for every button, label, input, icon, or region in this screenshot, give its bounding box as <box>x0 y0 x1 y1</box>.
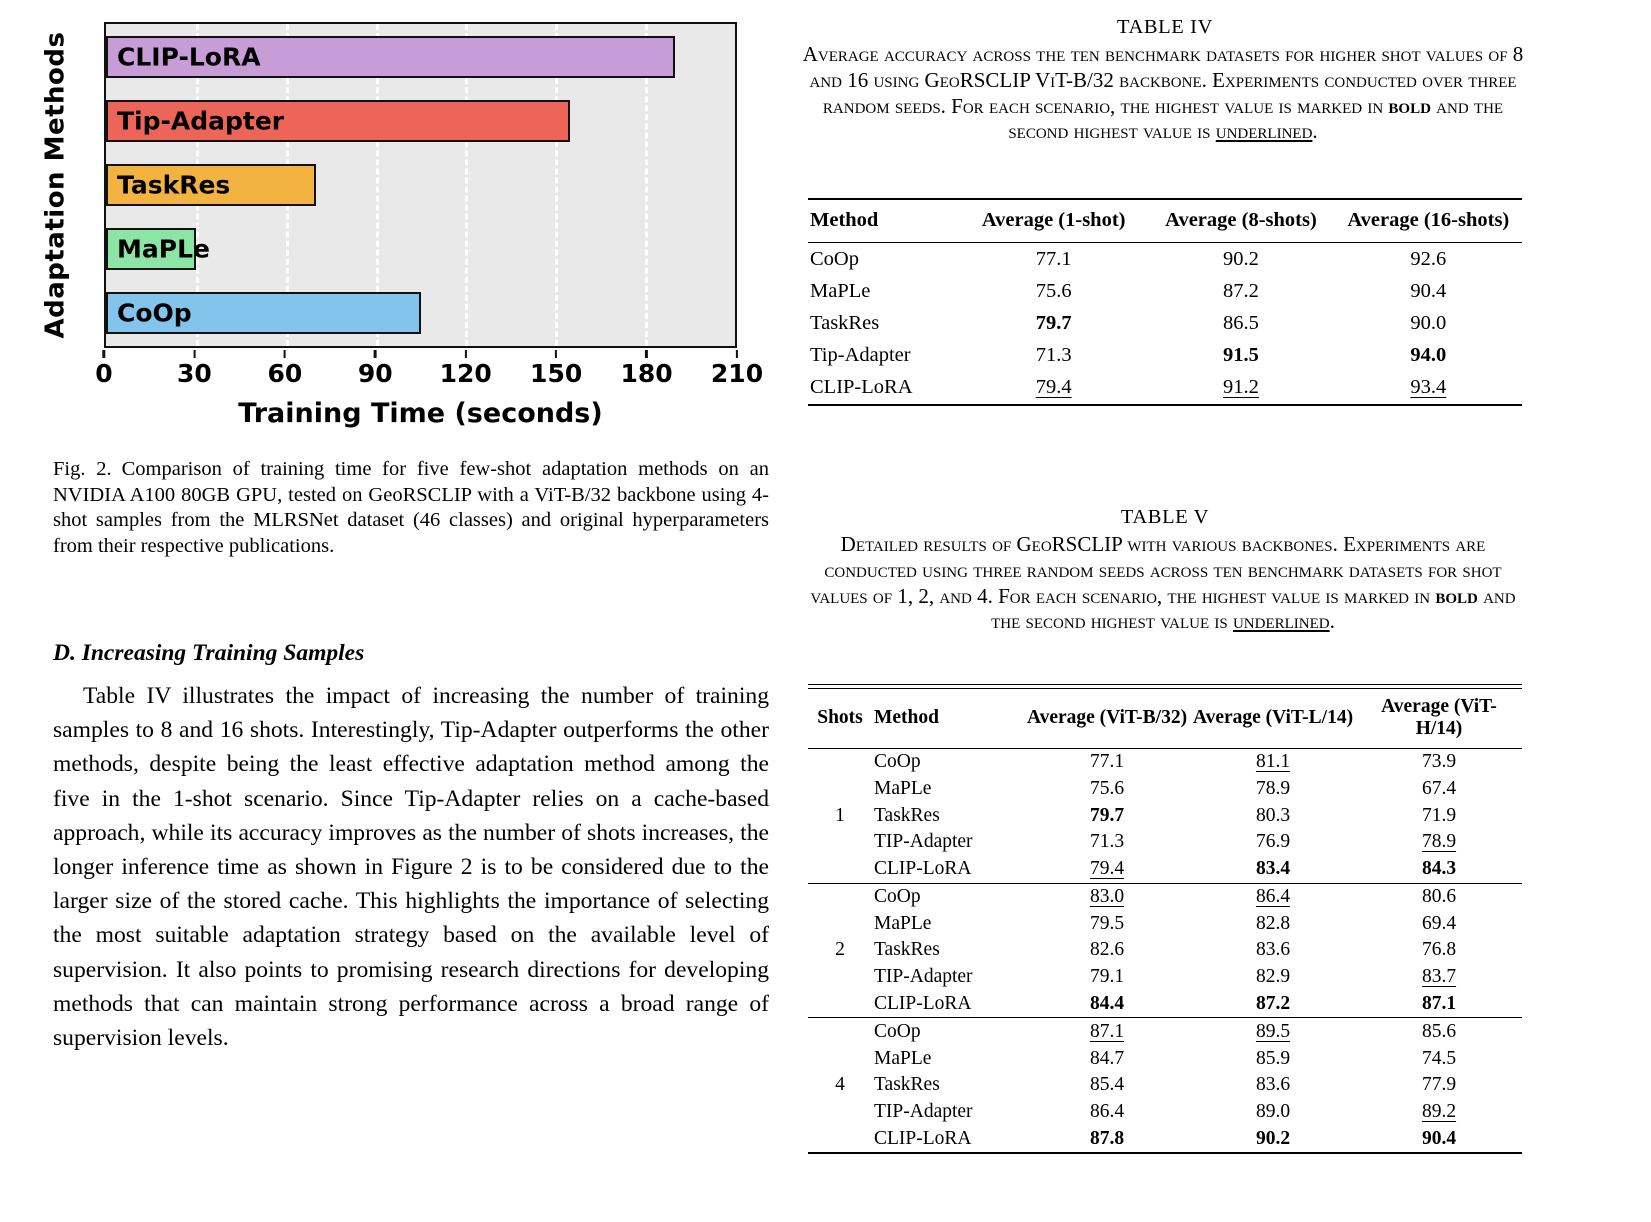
cell-value: 83.0 <box>1089 885 1125 907</box>
cell-value: 90.4 <box>1410 279 1447 302</box>
cell <box>1190 910 1356 937</box>
cell-value: 69.4 <box>1421 912 1457 934</box>
caption-underlined-word: underlined <box>1215 119 1313 144</box>
cell-method: CoOp <box>874 1020 921 1042</box>
bar-label: TaskRes <box>117 170 231 200</box>
cell-value: 90.2 <box>1223 247 1259 270</box>
cell-value: 83.7 <box>1421 966 1457 988</box>
cell <box>1024 1018 1190 1045</box>
cell-value: 80.3 <box>1255 804 1291 826</box>
cell-value: 91.5 <box>1223 344 1259 367</box>
cell-value: 87.2 <box>1255 993 1291 1015</box>
caption-text: and the second highest value is <box>991 583 1516 634</box>
table-v-wrap <box>808 684 1522 1154</box>
cell <box>1190 937 1356 964</box>
cell-value: 77.1 <box>1035 247 1072 270</box>
table-row <box>808 910 1522 937</box>
tick-mark <box>103 350 106 358</box>
figure-caption-text: Comparison of training time for five few-shot adaptation methods on an NVIDIA A100 80GB GPU, tested on GeoRSCLIP with a ViT-B/32 backbone using 4-shot samples from the MLRSNet dataset (46 classes) and original hyperparameters from their respective publications. <box>53 458 769 557</box>
table-row <box>808 243 1522 276</box>
cell-value: 79.7 <box>1035 311 1072 334</box>
cell-value: 94.0 <box>1410 344 1447 367</box>
cell-value: 71.3 <box>1035 344 1072 367</box>
tick-label: 0 <box>95 359 113 388</box>
tick-label: 120 <box>439 359 492 388</box>
bar-row <box>106 164 735 206</box>
cell <box>1356 937 1522 964</box>
cell <box>1190 1018 1356 1045</box>
cell <box>1356 883 1522 910</box>
x-tick <box>530 350 582 388</box>
x-tick <box>95 350 112 388</box>
cell-method: TIP-Adapter <box>874 966 973 988</box>
cell <box>1335 372 1522 405</box>
cell-value: 85.4 <box>1089 1074 1125 1096</box>
cell-value: 89.0 <box>1255 1101 1291 1123</box>
cell-method: TaskRes <box>874 939 940 961</box>
figure-caption-label: Fig. 2. <box>53 458 112 480</box>
table-row <box>808 964 1522 991</box>
tick-mark <box>193 350 196 358</box>
cell-value: 74.5 <box>1421 1047 1457 1069</box>
cell <box>1356 1018 1522 1045</box>
cell <box>1024 1072 1190 1099</box>
column-header: Average (ViT-L/14) <box>1190 688 1356 748</box>
cell <box>1190 856 1356 883</box>
cell-value: 75.6 <box>1035 279 1072 302</box>
cell-value: 87.8 <box>1089 1127 1125 1149</box>
bar-row <box>106 228 735 270</box>
cell-value: 79.4 <box>1035 376 1072 399</box>
tick-label: 180 <box>620 359 673 388</box>
cell-value: 81.1 <box>1255 750 1291 772</box>
caption-text: Detailed results of GeoRSCLIP with various backbones. Experiments are conducted using three random seeds across ten benchmark datasets for shot values of 1, 2, and 4. For each scenario, the highest value is marked in <box>810 532 1502 608</box>
table-row <box>808 883 1522 910</box>
cell-value: 77.9 <box>1421 1074 1457 1096</box>
table-row <box>808 802 1522 829</box>
column-header: Average (ViT-B/32) <box>1024 688 1190 748</box>
tick-mark <box>284 350 287 358</box>
table-row <box>808 372 1522 405</box>
table-row <box>808 1045 1522 1072</box>
cell-shots: 2 <box>835 939 845 961</box>
cell-value: 92.6 <box>1410 247 1447 270</box>
cell <box>1024 964 1190 991</box>
cell-value: 80.6 <box>1421 885 1457 907</box>
table-row <box>808 307 1522 339</box>
column-header: Average (8-shots) <box>1147 199 1334 243</box>
tick-mark <box>555 350 558 358</box>
table-row <box>808 275 1522 307</box>
cell <box>1356 856 1522 883</box>
cell-method: CoOp <box>874 750 921 772</box>
table-row <box>808 937 1522 964</box>
cell <box>1356 1045 1522 1072</box>
cell <box>1356 910 1522 937</box>
cell <box>960 243 1147 276</box>
y-axis-label-box <box>34 22 78 348</box>
cell-value: 82.9 <box>1255 966 1291 988</box>
cell-method: MaPLe <box>874 777 932 799</box>
cell <box>1190 964 1356 991</box>
caption-underlined-word: underlined <box>1232 609 1330 634</box>
caption-text: Average accuracy across the ten benchmark datasets for higher shot values of 8 and 16 using GeoRSCLIP ViT-B/32 backbone. Experiments conducted over three random seeds. For each scenario, the highest value is marked in <box>802 42 1524 118</box>
cell <box>1024 748 1190 775</box>
cell <box>1356 964 1522 991</box>
x-tick <box>358 350 393 388</box>
figure-2-bar-chart <box>40 6 764 451</box>
x-tick <box>620 350 672 388</box>
bar-row <box>106 292 735 334</box>
bar-label: CLIP-LoRA <box>117 42 261 72</box>
cell <box>1356 1126 1522 1154</box>
chart-bar-coop <box>106 292 421 334</box>
cell <box>1024 856 1190 883</box>
cell-value: 85.6 <box>1421 1020 1457 1042</box>
right-column <box>790 0 1540 1222</box>
column-header: Average (ViT-H/14) <box>1356 688 1522 748</box>
cell <box>960 340 1147 372</box>
cell <box>1190 1045 1356 1072</box>
table-row <box>808 856 1522 883</box>
table-row <box>808 775 1522 802</box>
tick-label: 150 <box>530 359 583 388</box>
shot-group-4 <box>808 1018 1522 1153</box>
chart-bar-tip-adapter <box>106 100 570 142</box>
cell-value: 67.4 <box>1421 777 1457 799</box>
table-iv-wrap <box>808 198 1522 406</box>
tick-label: 90 <box>357 359 393 388</box>
cell-method: CLIP-LoRA <box>874 1127 972 1149</box>
cell-method: MaPLe <box>810 279 871 302</box>
cell-value: 79.1 <box>1089 966 1125 988</box>
cell-value: 78.9 <box>1421 831 1457 853</box>
chart-bar-clip-lora <box>106 36 675 78</box>
caption-bold-word: bold <box>1435 583 1478 608</box>
x-axis-label: Training Time (seconds) <box>238 398 603 429</box>
cell-value: 90.4 <box>1421 1127 1457 1149</box>
cell <box>1190 829 1356 856</box>
cell <box>1024 883 1190 910</box>
chart-xticks <box>95 350 764 394</box>
cell-shots: 4 <box>835 1074 845 1096</box>
cell <box>960 372 1147 405</box>
cell <box>1024 910 1190 937</box>
cell-value: 86.4 <box>1255 885 1291 907</box>
cell-value: 86.5 <box>1223 311 1259 334</box>
cell-value: 76.8 <box>1421 939 1457 961</box>
cell <box>1190 1099 1356 1126</box>
cell-value: 87.1 <box>1421 993 1457 1015</box>
cell <box>1024 802 1190 829</box>
caption-text: . <box>1312 119 1318 144</box>
cell-value: 84.4 <box>1089 993 1125 1015</box>
section-heading: D. Increasing Training Samples <box>53 640 365 666</box>
cell <box>1147 243 1334 276</box>
cell-value: 83.6 <box>1255 939 1291 961</box>
shot-group-2 <box>808 883 1522 1018</box>
cell-value: 76.9 <box>1255 831 1291 853</box>
cell-method: CoOp <box>874 885 921 907</box>
table-iv-body <box>808 243 1522 405</box>
cell-value: 79.4 <box>1089 858 1125 880</box>
cell <box>1024 1045 1190 1072</box>
cell <box>1190 1072 1356 1099</box>
cell <box>1024 1126 1190 1154</box>
tick-mark <box>645 350 648 358</box>
bar-label: CoOp <box>117 298 192 328</box>
bar-label: Tip-Adapter <box>117 106 285 136</box>
bar-row <box>106 36 735 78</box>
tick-mark <box>374 350 377 358</box>
column-header: Average (1-shot) <box>960 199 1147 243</box>
cell-method: TaskRes <box>810 311 880 334</box>
cell <box>1356 748 1522 775</box>
cell <box>1024 991 1190 1018</box>
cell <box>1356 829 1522 856</box>
chart-bar-maple <box>106 228 210 270</box>
cell-value: 71.3 <box>1089 831 1125 853</box>
cell-value: 75.6 <box>1089 777 1125 799</box>
cell-method: TaskRes <box>874 1074 940 1096</box>
cell-method: TIP-Adapter <box>874 1101 973 1123</box>
cell <box>1335 243 1522 276</box>
cell-value: 89.5 <box>1255 1020 1291 1042</box>
cell-value: 87.1 <box>1089 1020 1125 1042</box>
cell-value: 71.9 <box>1421 804 1457 826</box>
cell <box>1024 937 1190 964</box>
table-v-caption <box>798 532 1528 635</box>
column-header: Method <box>808 199 960 243</box>
table-row <box>808 340 1522 372</box>
column-header: Shots <box>808 688 872 748</box>
bar-label: MaPLe <box>117 234 210 264</box>
table-iv-header <box>808 199 1522 243</box>
cell <box>1356 802 1522 829</box>
chart-bars <box>106 24 735 346</box>
cell <box>1190 802 1356 829</box>
cell-method: Tip-Adapter <box>810 344 911 367</box>
table-row <box>808 1018 1522 1045</box>
cell <box>1024 1099 1190 1126</box>
table-iv <box>808 198 1522 406</box>
cell <box>1147 340 1334 372</box>
table-row <box>808 1099 1522 1126</box>
cell <box>1190 748 1356 775</box>
cell-method: MaPLe <box>874 912 932 934</box>
cell-value: 83.6 <box>1255 1074 1291 1096</box>
cell <box>1356 991 1522 1018</box>
table-v <box>808 688 1522 1155</box>
cell <box>1190 991 1356 1018</box>
table-iv-caption <box>798 42 1528 145</box>
cell-value: 93.4 <box>1410 376 1447 399</box>
cell <box>1190 883 1356 910</box>
column-header: Method <box>872 688 1024 748</box>
bar-row <box>106 100 735 142</box>
cell <box>960 275 1147 307</box>
cell <box>1147 307 1334 339</box>
cell-value: 77.1 <box>1089 750 1125 772</box>
caption-bold-word: bold <box>1388 93 1431 118</box>
cell <box>1147 372 1334 405</box>
body-paragraph: Table IV illustrates the impact of increasing the number of training samples to 8 and 16 shots. Interestingly, Tip-Adapter outperforms the other methods, despite being the least effective adaptation method among the five in the 1-shot scenario. Since Tip-Adapter relies on a cache-based approach, while its accuracy improves as the number of shots increases, the longer inference time as shown in Figure 2 is to be considered due to the larger size of the stored cache. This highlights the importance of selecting the most suitable adaptation strategy based on the available level of supervision. It also points to promising research directions for developing methods that can maintain strong performance across a broad range of supervision levels. <box>53 683 769 1052</box>
cell-value: 84.7 <box>1089 1047 1125 1069</box>
shot-group-1 <box>808 748 1522 883</box>
figure-caption <box>53 457 769 559</box>
cell-value: 84.3 <box>1421 858 1457 880</box>
cell-value: 90.2 <box>1255 1127 1291 1149</box>
cell-value: 79.7 <box>1089 804 1125 826</box>
table-iv-title: TABLE IV <box>1117 16 1213 38</box>
cell-method: CLIP-LoRA <box>874 993 972 1015</box>
y-axis-label: Adaptation Methods <box>41 31 71 339</box>
cell-value: 90.0 <box>1410 311 1447 334</box>
cell <box>960 307 1147 339</box>
cell-method: MaPLe <box>874 1047 932 1069</box>
caption-text: and the second highest value is <box>1008 93 1504 144</box>
x-tick <box>440 350 492 388</box>
cell <box>1190 1126 1356 1154</box>
tick-mark <box>464 350 467 358</box>
x-tick <box>267 350 302 388</box>
table-row <box>808 1072 1522 1099</box>
caption-text: . <box>1329 609 1335 634</box>
cell <box>1024 775 1190 802</box>
cell-value: 79.5 <box>1089 912 1125 934</box>
cell <box>1335 275 1522 307</box>
cell-method: TaskRes <box>874 804 940 826</box>
chart-bar-taskres <box>106 164 316 206</box>
table-row <box>808 1126 1522 1154</box>
tick-label: 60 <box>267 359 303 388</box>
cell-value: 73.9 <box>1421 750 1457 772</box>
tick-label: 210 <box>710 359 764 388</box>
cell <box>1335 340 1522 372</box>
cell-method: TIP-Adapter <box>874 831 973 853</box>
cell-value: 91.2 <box>1223 376 1259 399</box>
cell-method: CLIP-LoRA <box>874 858 972 880</box>
cell <box>1190 775 1356 802</box>
cell <box>1356 1099 1522 1126</box>
column-header: Average (16-shots) <box>1335 199 1522 243</box>
table-row <box>808 748 1522 775</box>
cell-value: 86.4 <box>1089 1101 1125 1123</box>
cell <box>1147 275 1334 307</box>
cell <box>1356 775 1522 802</box>
cell-value: 85.9 <box>1255 1047 1291 1069</box>
cell <box>1356 1072 1522 1099</box>
cell-shots: 1 <box>835 804 845 826</box>
x-tick <box>177 350 212 388</box>
table-row <box>808 829 1522 856</box>
table-v-header <box>808 688 1522 748</box>
left-column <box>40 0 785 1222</box>
chart-plot-area <box>104 22 737 348</box>
cell-method: CLIP-LoRA <box>810 376 913 399</box>
table-row <box>808 991 1522 1018</box>
tick-label: 30 <box>177 359 212 388</box>
cell-value: 78.9 <box>1255 777 1291 799</box>
cell <box>1335 307 1522 339</box>
cell <box>1024 829 1190 856</box>
cell-value: 89.2 <box>1421 1101 1457 1123</box>
table-v-title: TABLE V <box>1120 506 1210 528</box>
cell-value: 82.6 <box>1089 939 1125 961</box>
cell-value: 87.2 <box>1223 279 1259 302</box>
x-tick <box>711 350 763 388</box>
cell-value: 82.8 <box>1255 912 1291 934</box>
tick-mark <box>736 350 739 358</box>
cell-value: 83.4 <box>1255 858 1291 880</box>
cell-method: CoOp <box>810 247 859 270</box>
